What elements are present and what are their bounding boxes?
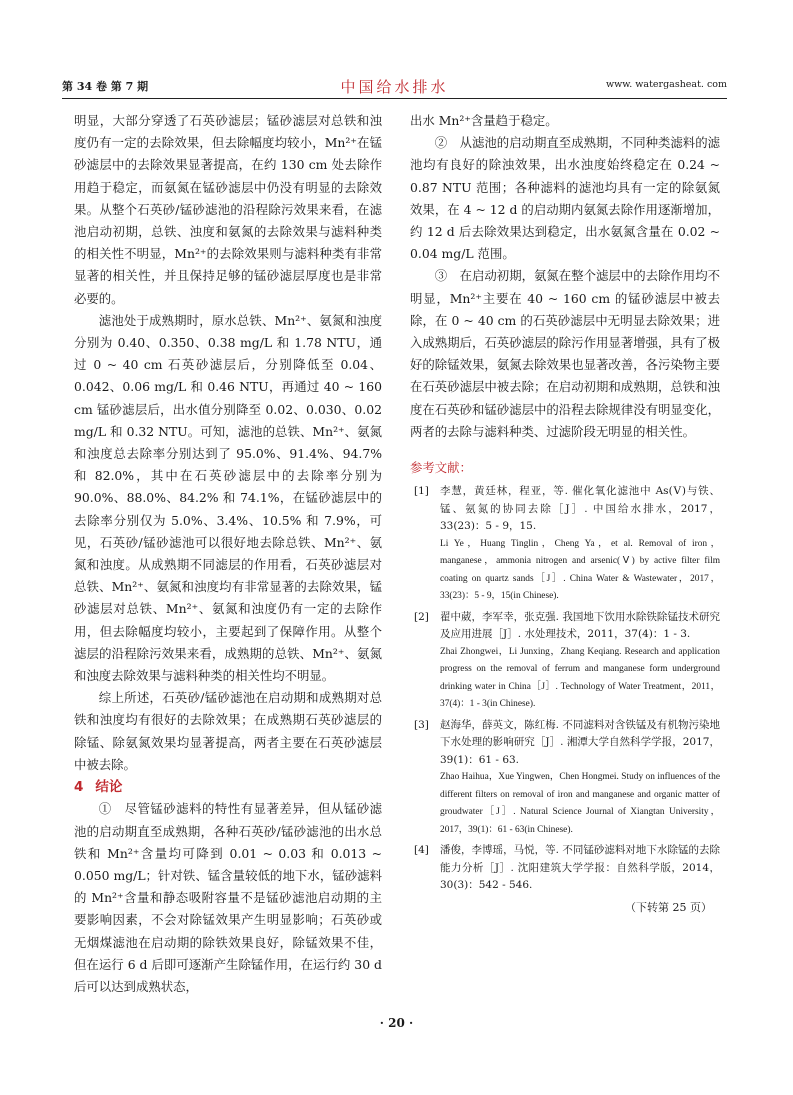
journal-website: www. watergasheat. com — [605, 79, 727, 90]
reference-number: [4] — [414, 844, 429, 857]
page-number: · 20 · — [379, 1016, 414, 1030]
reference-chinese: 潘俊，李博瑶，马悦，等. 不同锰砂滤料对地下水除锰的去除能力分析［J］. 沈阳建筑大学学报：自然科学版，2014，30(3)：542 - 546. — [440, 844, 720, 892]
section-heading-conclusion — [74, 776, 382, 798]
reference-chinese: 翟中葳，李军幸，张克强. 我国地下饮用水除铁除锰技术研究及应用进展［J］. 水处理技术，2011，37(4)：1 - 3. — [440, 610, 720, 641]
running-header — [62, 78, 727, 96]
reference-number: [1] — [414, 485, 429, 498]
reference-number: [3] — [414, 718, 429, 731]
reference-item — [410, 483, 720, 606]
reference-chinese: 李慧，黄廷林，程亚，等. 催化氧化滤池中 As(Ⅴ)与铁、锰、氨氮的协同去除［J］. 中国给水排水，2017，33(23)：5 - 9，15. — [440, 485, 720, 533]
reference-english: Zhao Haihua，Xue Yingwen，Chen Hongmei. Study on influences of the different filters on removal of iron and manganese and organic matter of groudwater［J］. Natural Science Journal of Xiangtan University，2017，39(1)：61 - 63(in Chinese). — [440, 772, 720, 835]
continued-note: （下转第 25 页） — [625, 900, 712, 914]
references-heading: 参考文献： — [410, 460, 472, 476]
journal-name: 中国给水排水 — [340, 78, 449, 96]
conclusion-item-1: ① 尽管锰砂滤料的特性有显著差异，但从锰砂滤池的启动期直至成熟期，各种石英砂/锰砂滤池的出水总铁和 Mn²⁺含量均可降到 0.01 ~ 0.03 和 0.013 ~ 0.050 mg/L；针对铁、锰含量较低的地下水，锰砂滤料的 Mn²⁺含量和静态吸附容量不是锰砂滤池启动期的主要影响因素，不会对除锰效果产生明显影响；石英砂或无烟煤滤池在启动期的除铁效果良好，除锰效果不佳，但在运行 6 d 后即可逐渐产生除锰作用，在运行约 30 d 后可以达到成熟状态， — [74, 801, 382, 994]
section-title: 结论 — [95, 779, 123, 796]
reference-english: Zhai Zhongwei，Li Junxing，Zhang Keqiang. Research and application progress on the removal of ferrum and manganese form underground drinking water in China［J］. Technology of Water Treatment，2011，37(4)：1 - 3(in Chinese). — [440, 646, 720, 710]
section-number: 4 — [74, 779, 84, 796]
reference-chinese: 赵海华，薛英文，陈红梅. 不同滤料对含铁锰及有机物污染地下水处理的影响研究［J］. 湘潭大学自然科学学报，2017，39(1)：61 - 63. — [440, 718, 720, 766]
reference-item — [410, 717, 720, 840]
reference-item — [410, 609, 720, 714]
header-rule — [62, 98, 727, 99]
reference-english: Li Ye，Huang Tinglin，Cheng Ya，et al. Removal of iron，manganese，ammonia nitrogen and arsenic(Ⅴ) by active filter film coating on quartz sands［J］. China Water & Wastewater，2017，33(23)：5 - 9，15(in Chinese). — [440, 538, 720, 602]
volume-issue: 第 34 卷 第 7 期 — [62, 80, 149, 93]
body-paragraph: 滤池处于成熟期时，原水总铁、Mn²⁺、氨氮和浊度分别为 0.40、0.350、0.38 mg/L 和 1.78 NTU，通过 0 ~ 40 cm 石英砂滤层后，分别降低至 0.04、0.042、0.06 mg/L 和 0.46 NTU，再通过 40 ~ 160 cm 锰砂滤层后，出水值分别降至 0.02、0.030、0.02 mg/L 和 0.32 NTU。可知，滤池的总铁、Mn²⁺、氨氮和浊度总去除率分别达到了 95.0%、91.4%、94.7% 和 82.0%，其中在石英砂滤层中的去除率分别为 90.0%、88.0%、84.2% 和 74.1%，在锰砂滤层中的去除率分别仅为 5.0%、3.4%、10.5% 和 7.9%，可见，石英砂/锰砂滤池可以很好地去除总铁、Mn²⁺、氨氮和浊度。从成熟期不同滤层的作用看，石英砂滤层对总铁、Mn²⁺、氨氮和浊度均有非常显著的去除效果，锰砂滤层对总铁、Mn²⁺、氨氮和浊度仍有一定的去除作用，但去除幅度均较小，主要起到了保障作用。从整个滤层的沿程除污效果来看，成熟期的总铁、Mn²⁺、氨氮和浊度去除效果与滤料种类的相关性均不明显。 — [74, 312, 382, 684]
right-column — [410, 110, 720, 917]
conclusion-item-3: ③ 在启动初期，氨氮在整个滤层中的去除作用均不明显，Mn²⁺主要在 40 ~ 160 cm 的锰砂滤层中被去除，在 0 ~ 40 cm 的石英砂滤层中无明显去除效果；进入成熟期后，石英砂滤层的除污作用显著增强，具有了极好的除锰效果，氨氮去除效果也显著改善，各污染物主要在石英砂滤层中被去除；在启动初期和成熟期，总铁和浊度在石英砂和锰砂滤层中的沿程去除规律没有明显变化，两者的去除与滤料种类、过滤阶段无明显的相关性。 — [410, 268, 720, 439]
reference-number: [2] — [414, 610, 429, 623]
body-paragraph: 明显，大部分穿透了石英砂滤层；锰砂滤层对总铁和浊度仍有一定的去除效果，但去除幅度均较小，Mn²⁺在锰砂滤层中的去除效果显著提高，在约 130 cm 处去除作用趋于稳定，而氨氮在锰砂滤层中仍没有明显的去除效果。从整个石英砂/锰砂滤池的沿程除污效果来看，在滤池启动初期，总铁、浊度和氨氮的去除效果与滤料种类的相关性不明显，Mn²⁺的去除效果则与滤料种类有非常显著的相关性，并且保持足够的锰砂滤层厚度也是非常必要的。 — [74, 113, 382, 306]
conclusion-item-2: ② 从滤池的启动期直至成熟期，不同种类滤料的滤池均有良好的除浊效果，出水浊度始终稳定在 0.24 ~ 0.87 NTU 范围；各种滤料的滤池均具有一定的除氨氮效果，在 4 ~ 12 d 的启动期内氨氮去除作用逐渐增加，约 12 d 后去除效果达到稳定，出水氨氮含量在 0.02 ~ 0.04 mg/L 范围。 — [410, 135, 720, 262]
left-column — [74, 110, 382, 998]
reference-item — [410, 842, 720, 895]
body-paragraph: 出水 Mn²⁺含量趋于稳定。 — [410, 113, 558, 128]
body-paragraph: 综上所述，石英砂/锰砂滤池在启动期和成熟期对总铁和浊度均有很好的去除效果；在成熟期石英砂滤层的除锰、除氨氮效果均显著提高，两者主要在石英砂滤层中被去除。 — [74, 690, 382, 772]
